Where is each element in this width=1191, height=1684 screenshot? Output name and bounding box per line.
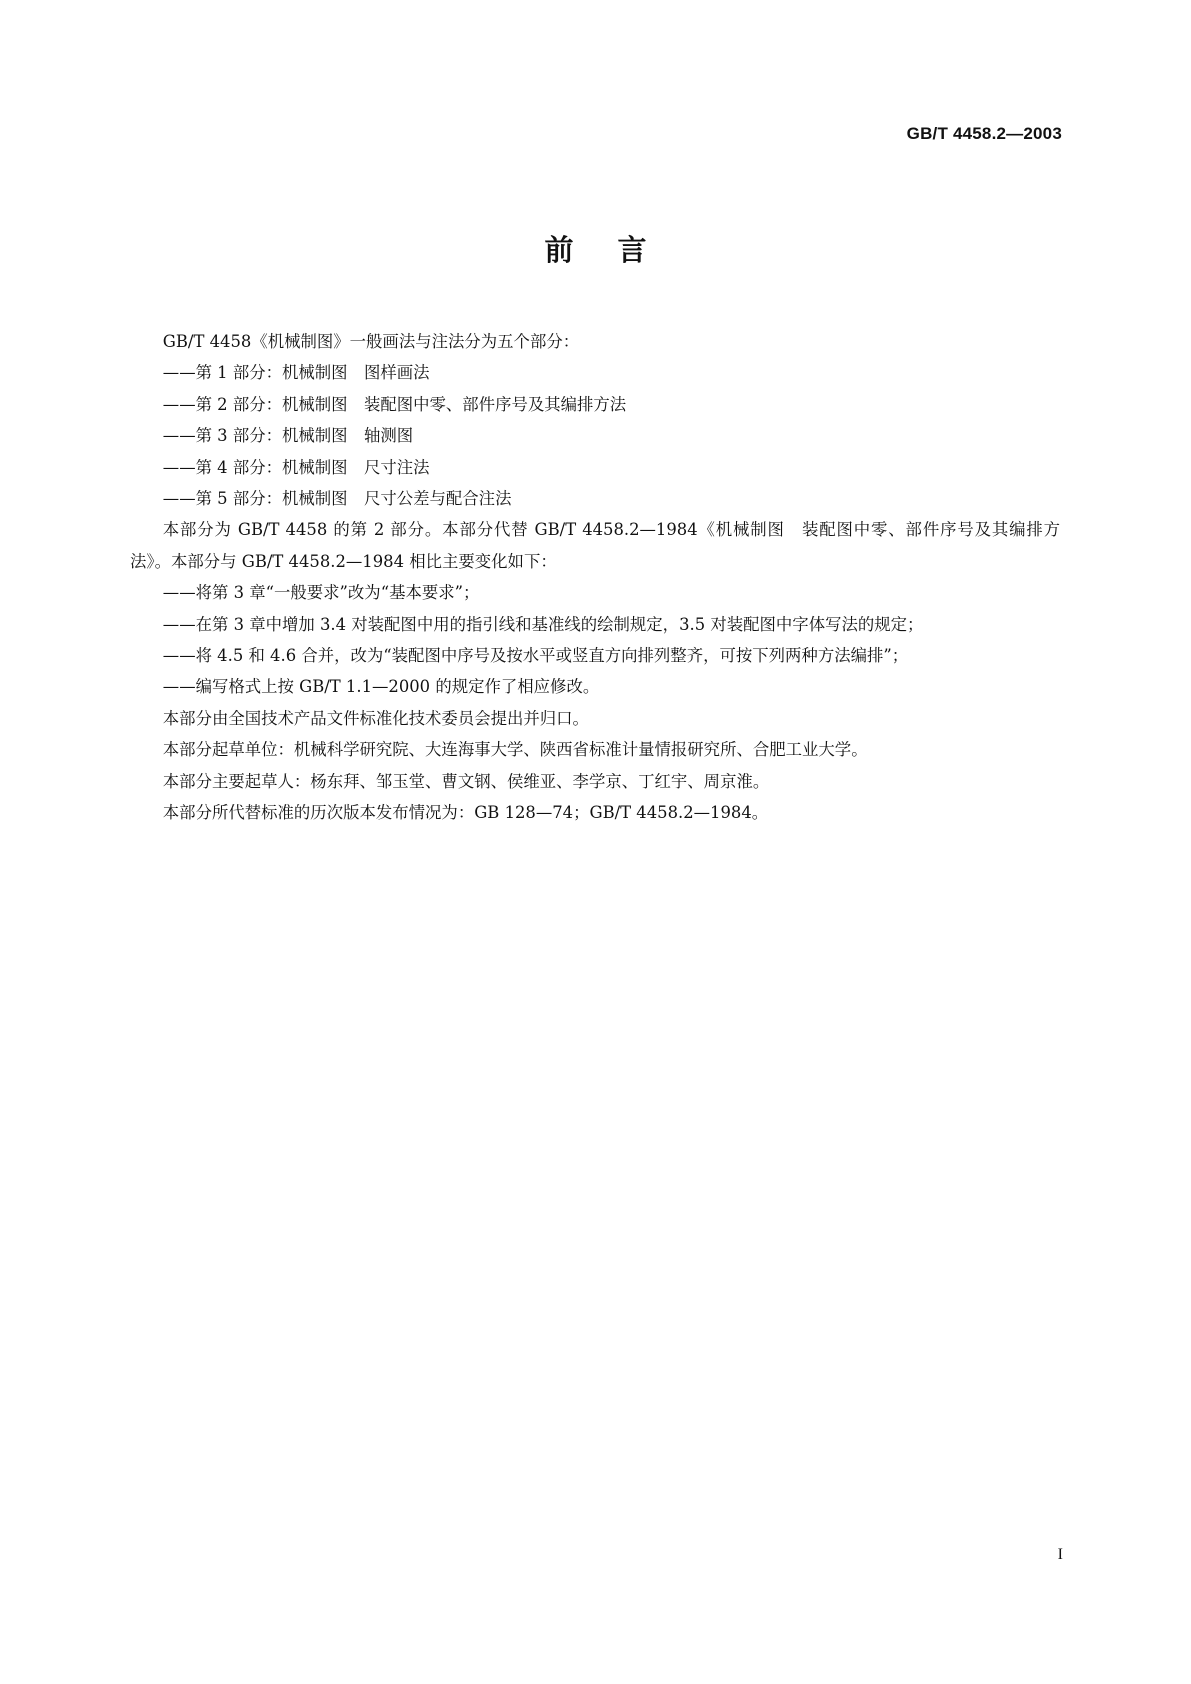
list-item-part-5: ——第 5 部分：机械制图 尺寸公差与配合注法 (162, 489, 512, 509)
list-item-change-2: ——在第 3 章中增加 3.4 对装配图中用的指引线和基准线的绘制规定，3.5 对装配图中字体写法的规定； (162, 614, 924, 634)
paragraph-drafting-units: 本部分起草单位：机械科学研究院、大连海事大学、陕西省标准计量情报研究所、合肥工业大学。 (162, 740, 868, 760)
paragraph-replacement: 本部分为 GB/T 4458 的第 2 部分。本部分代替 GB/T 4458.2—1984《机械制图 装配图中零、部件序号及其编排方法》。本部分与 GB/T 4458.2—1984 相比主要变化如下： (130, 520, 1060, 571)
paragraph-drafters: 本部分主要起草人：杨东拜、邹玉堂、曹文钢、侯维亚、李学京、丁红宇、周京淮。 (162, 771, 770, 791)
page-number: I (1057, 1546, 1063, 1563)
paragraph-version-history: 本部分所代替标准的历次版本发布情况为：GB 128—74；GB/T 4458.2—1984。 (162, 803, 769, 823)
list-item-part-3: ——第 3 部分：机械制图 轴测图 (162, 426, 414, 446)
paragraph-committee: 本部分由全国技术产品文件标准化技术委员会提出并归口。 (162, 708, 589, 728)
list-item-part-1: ——第 1 部分：机械制图 图样画法 (162, 363, 430, 383)
list-item-part-4: ——第 4 部分：机械制图 尺寸注法 (162, 457, 430, 477)
standard-number: GB/T 4458.2—2003 (906, 124, 1062, 143)
list-item-change-1: ——将第 3 章“一般要求”改为“基本要求”； (162, 583, 480, 603)
page-title: 前言 (544, 233, 691, 267)
list-item-change-4: ——编写格式上按 GB/T 1.1—2000 的规定作了相应修改。 (162, 677, 600, 697)
list-item-change-3: ——将 4.5 和 4.6 合并，改为“装配图中序号及按水平或竖直方向排列整齐，可按下列两种方法编排”； (162, 646, 909, 666)
list-item-part-2: ——第 2 部分：机械制图 装配图中零、部件序号及其编排方法 (162, 394, 627, 414)
paragraph-intro: GB/T 4458《机械制图》一般画法与注法分为五个部分： (162, 332, 580, 351)
foreword-body (130, 326, 1060, 829)
